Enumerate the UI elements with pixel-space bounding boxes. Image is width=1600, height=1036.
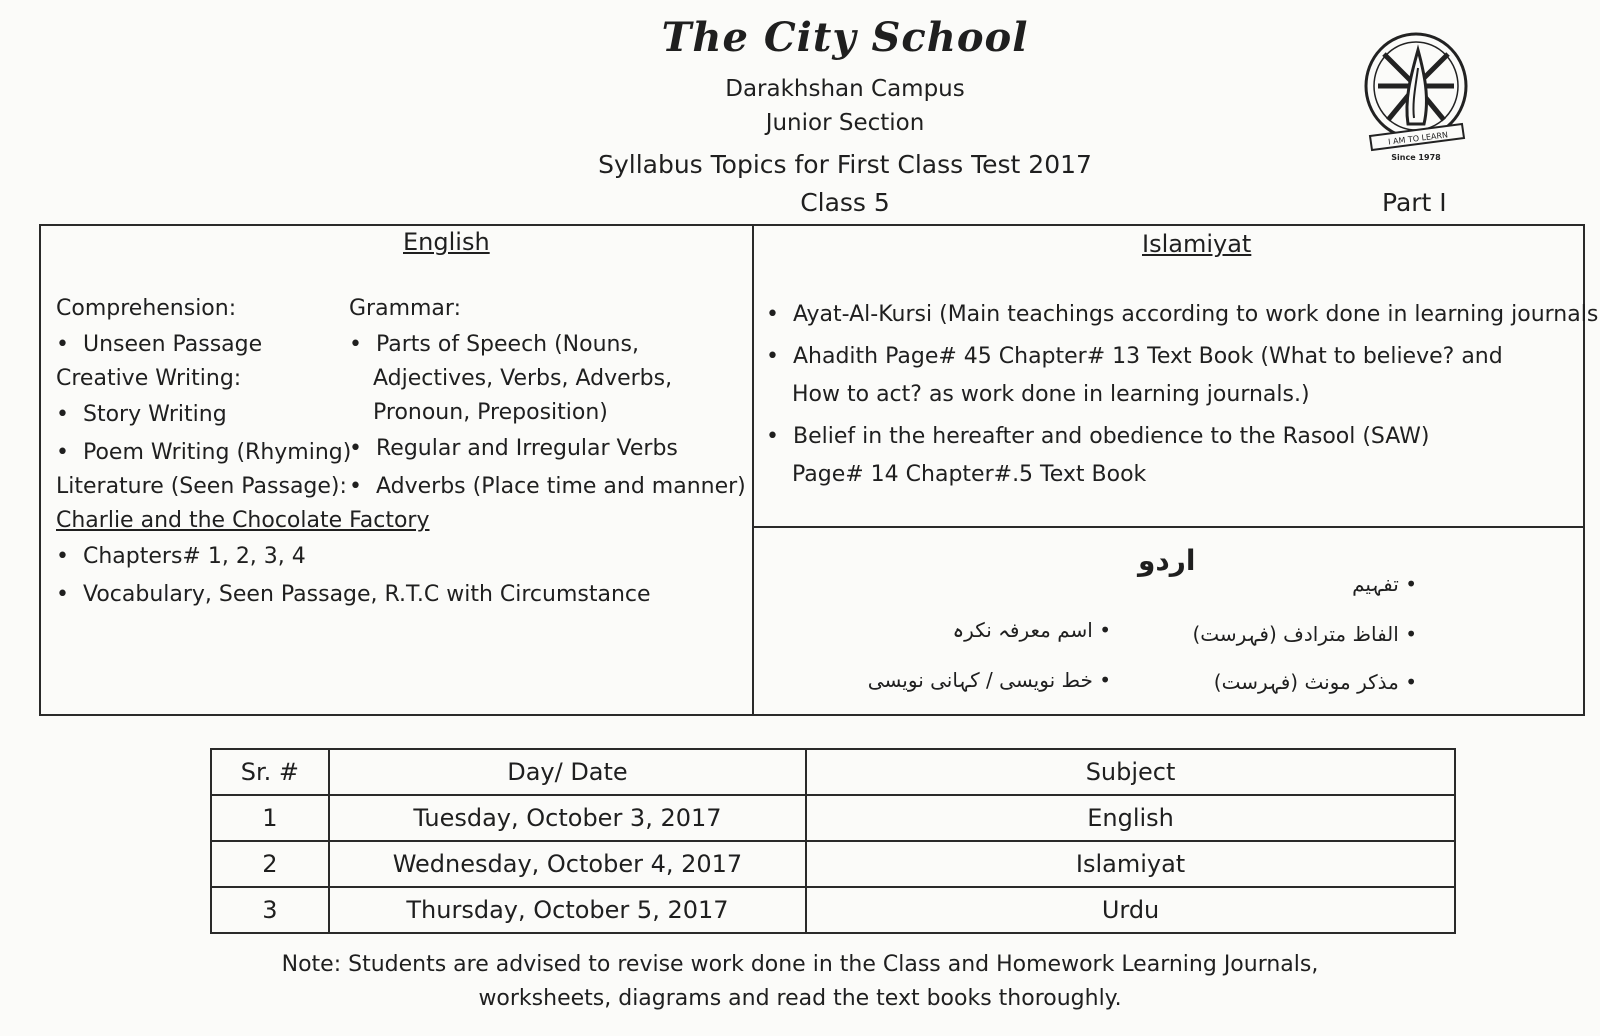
page-title: Syllabus Topics for First Class Test 2017 xyxy=(598,150,1092,179)
note-line: Note: Students are advised to revise work done in the Class and Homework Learning Journals, xyxy=(281,952,1319,977)
list-item: • Regular and Irregular Verbs xyxy=(349,436,678,461)
urdu-list-item: • تفہیم xyxy=(1352,572,1417,596)
subject-cell: English xyxy=(806,795,1455,841)
school-name: The City School xyxy=(661,14,1029,61)
list-item: • Unseen Passage xyxy=(56,332,262,357)
column-header: Subject xyxy=(806,749,1455,795)
table-row xyxy=(211,887,1455,933)
english-syllabus-box xyxy=(39,224,754,716)
literature-label: Literature (Seen Passage): xyxy=(56,474,347,499)
sr-cell: 3 xyxy=(211,887,329,933)
list-item: • Poem Writing (Rhyming) xyxy=(56,440,351,465)
test-schedule-table xyxy=(210,748,1456,934)
list-item: • Chapters# 1, 2, 3, 4 xyxy=(56,544,306,569)
note-line: worksheets, diagrams and read the text books thoroughly. xyxy=(478,986,1122,1011)
urdu-syllabus-box xyxy=(752,526,1585,716)
date-cell: Thursday, October 5, 2017 xyxy=(329,887,806,933)
list-item-continuation: How to act? as work done in learning journals.) xyxy=(792,382,1310,407)
grammar-label: Grammar: xyxy=(349,296,461,321)
list-item: • Vocabulary, Seen Passage, R.T.C with Circumstance xyxy=(56,582,651,607)
school-crest-logo xyxy=(1364,28,1476,164)
sr-cell: 1 xyxy=(211,795,329,841)
list-item: • Belief in the hereafter and obedience to the Rasool (SAW) xyxy=(766,424,1429,449)
urdu-list-item: • مذکر مونث (فہرست) xyxy=(1213,670,1417,694)
comprehension-label: Comprehension: xyxy=(56,296,237,321)
islamiyat-syllabus-box xyxy=(752,224,1599,528)
urdu-heading: اردو xyxy=(1138,544,1196,577)
urdu-list-item: • الفاظ مترادف (فہرست) xyxy=(1192,622,1417,646)
subject-cell: Islamiyat xyxy=(806,841,1455,887)
table-row xyxy=(211,841,1455,887)
urdu-list-item: • خط نویسی / کہانی نویسی xyxy=(867,668,1111,692)
list-item-continuation: Pronoun, Preposition) xyxy=(373,400,608,425)
creative-writing-label: Creative Writing: xyxy=(56,366,242,391)
list-item: • Ahadith Page# 45 Chapter# 13 Text Book (What to believe? and xyxy=(766,344,1503,369)
sr-cell: 2 xyxy=(211,841,329,887)
list-item-continuation: Page# 14 Chapter#.5 Text Book xyxy=(792,462,1147,487)
class-label: Class 5 xyxy=(800,188,890,217)
list-item: • Ayat-Al-Kursi (Main teachings according to work done in learning journals xyxy=(766,302,1598,327)
table-row xyxy=(211,795,1455,841)
urdu-list-item: • اسم معرفہ نکرہ xyxy=(952,618,1111,642)
column-header: Sr. # xyxy=(211,749,329,795)
islamiyat-heading: Islamiyat xyxy=(1142,230,1252,258)
list-item-continuation: Adjectives, Verbs, Adverbs, xyxy=(373,366,673,391)
subject-cell: Urdu xyxy=(806,887,1455,933)
list-item: • Adverbs (Place time and manner) xyxy=(349,474,746,499)
logo-since: Since 1978 xyxy=(1391,153,1441,162)
part-label: Part I xyxy=(1382,188,1447,217)
date-cell: Tuesday, October 3, 2017 xyxy=(329,795,806,841)
list-item: • Story Writing xyxy=(56,402,227,427)
english-heading: English xyxy=(403,228,490,256)
table-header-row xyxy=(211,749,1455,795)
campus-name: Darakhshan Campus xyxy=(725,76,965,102)
list-item: • Parts of Speech (Nouns, xyxy=(349,332,639,357)
column-header: Day/ Date xyxy=(329,749,806,795)
date-cell: Wednesday, October 4, 2017 xyxy=(329,841,806,887)
literature-book-title: Charlie and the Chocolate Factory xyxy=(56,508,430,533)
section-name: Junior Section xyxy=(765,110,925,136)
logo-motto: I AM TO LEARN xyxy=(1387,130,1449,147)
